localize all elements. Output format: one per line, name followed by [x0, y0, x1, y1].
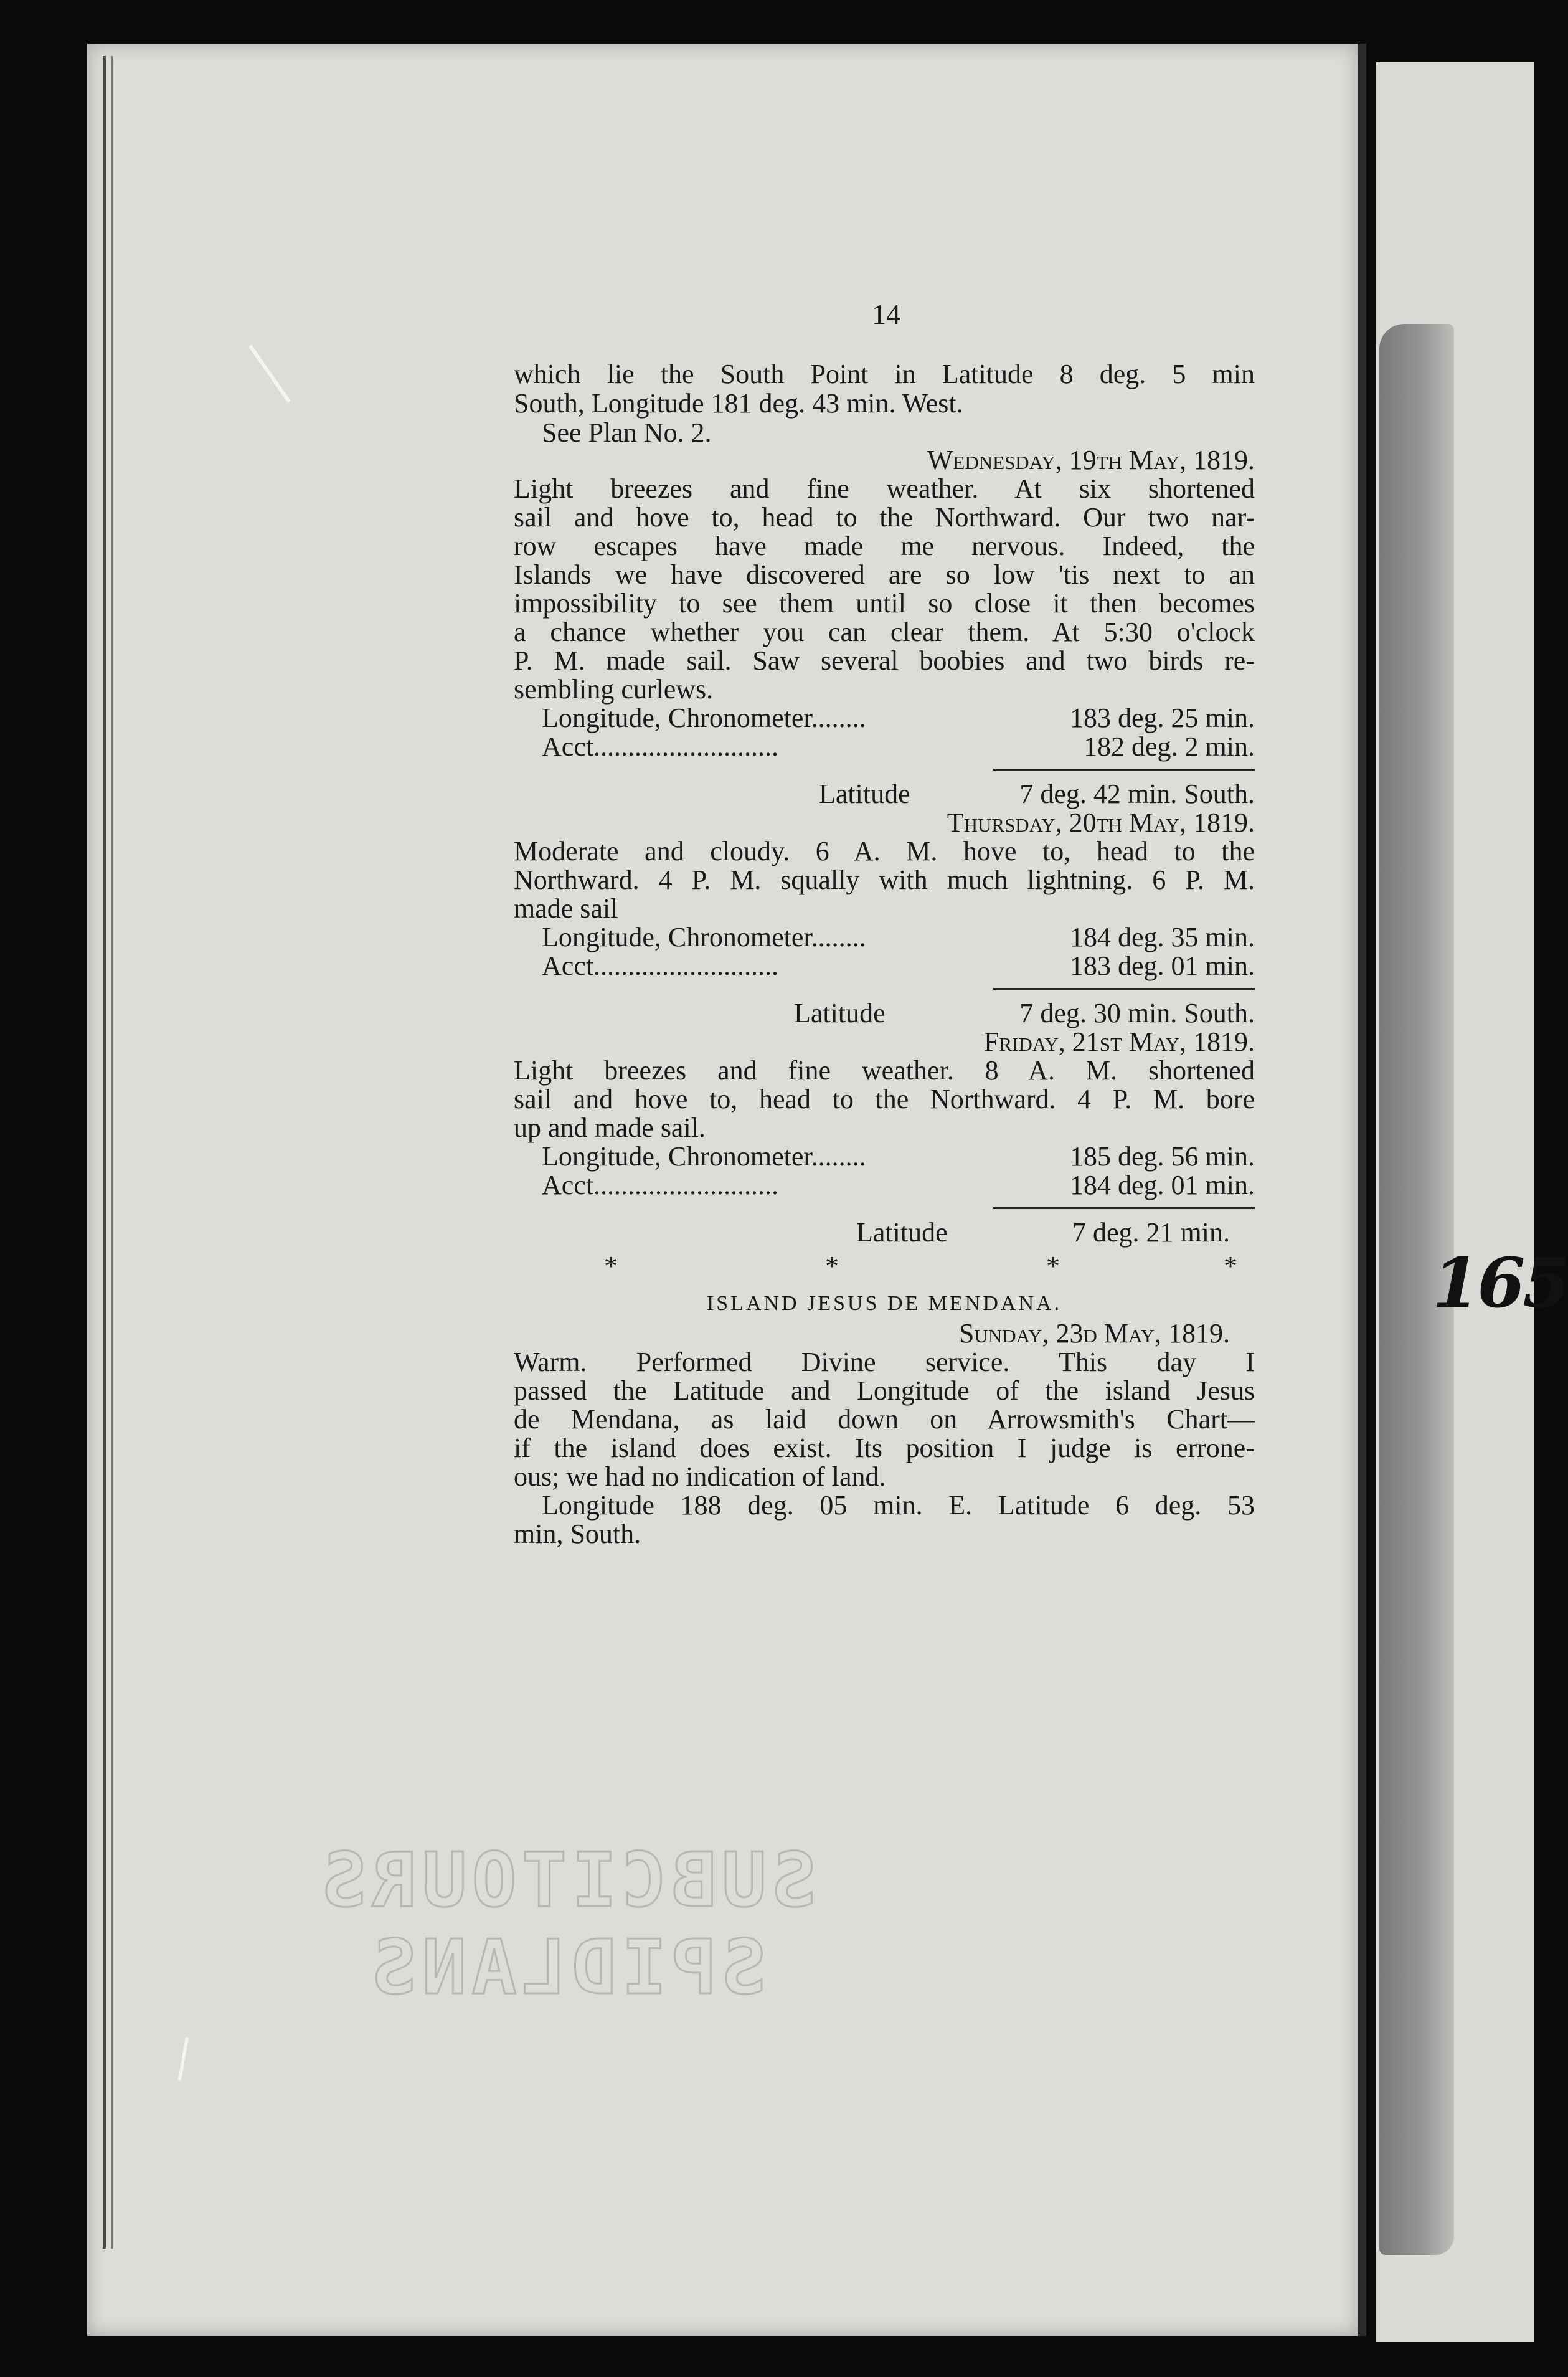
text-line: a chance whether you can clear them. At 5:30 o'clock — [514, 617, 1255, 647]
text-line: which lie the South Point in Latitude 8 deg. 5 min — [514, 359, 1255, 389]
perforated-stamp — [293, 1838, 841, 2024]
acct-value: 183 deg. 01 min. — [1070, 951, 1255, 981]
chronometer-value: 185 deg. 56 min. — [1070, 1141, 1255, 1172]
text-line: min, South. — [514, 1519, 641, 1549]
text-line: sail and hove to, head to the Northward. 4 P. M. bore — [514, 1084, 1255, 1114]
chronometer-row — [542, 1142, 1255, 1171]
acct-row — [542, 733, 1255, 761]
entry-date: Friday, 21st May, 1819. — [983, 1027, 1255, 1057]
acct-value: 184 deg. 01 min. — [1070, 1170, 1255, 1200]
stamp-line-2: SPIDLANS — [367, 1925, 767, 2011]
acct-value: 182 deg. 2 min. — [1084, 731, 1255, 762]
acct-row — [542, 952, 1255, 980]
binding-line — [103, 56, 106, 2249]
latitude-label: Latitude — [819, 779, 910, 809]
text-line: Light breezes and fine weather. 8 A. M. shortened — [514, 1055, 1255, 1086]
separator-star: * — [825, 1251, 839, 1281]
chronometer-value: 183 deg. 25 min. — [1070, 703, 1255, 733]
chronometer-label: Longitude, Chronometer........ — [542, 922, 866, 952]
latitude-value: 7 deg. 30 min. South. — [1019, 998, 1255, 1028]
acct-label: Acct........................... — [542, 951, 779, 981]
text-line: Moderate and cloudy. 6 A. M. hove to, head to the — [514, 836, 1255, 866]
sum-rule — [993, 988, 1255, 990]
sum-rule — [993, 769, 1255, 771]
text-line: impossibility to see them until so close it then becomes — [514, 588, 1255, 619]
text-line: sail and hove to, head to the Northward. Our two nar- — [514, 502, 1255, 533]
page-edge — [1358, 44, 1366, 2336]
sum-rule — [993, 1207, 1255, 1209]
acct-label: Acct........................... — [542, 1170, 779, 1200]
acct-label: Acct........................... — [542, 731, 779, 762]
entry-date: Sunday, 23d May, 1819. — [959, 1318, 1230, 1349]
page-number: 14 — [872, 298, 900, 330]
text-line: ous; we had no indication of land. — [514, 1461, 886, 1492]
text-line: Longitude 188 deg. 05 min. E. Latitude 6 deg. 53 — [542, 1490, 1255, 1521]
text-line: See Plan No. 2. — [542, 417, 712, 448]
chronometer-row — [542, 923, 1255, 952]
separator-star: * — [604, 1251, 618, 1281]
stamp-line-1: SUBCITOURS — [316, 1838, 817, 1924]
text-line: de Mendana, as laid down on Arrowsmith's Chart— — [514, 1404, 1255, 1435]
acct-row — [542, 1171, 1255, 1200]
text-line: row escapes have made me nervous. Indeed, the — [514, 531, 1255, 561]
section-heading: ISLAND JESUS DE MENDANA. — [706, 1292, 1062, 1315]
text-line: up and made sail. — [514, 1113, 706, 1143]
section-separator — [514, 1252, 1255, 1281]
text-line: Warm. Performed Divine service. This day I — [514, 1347, 1255, 1377]
text-line: Northward. 4 P. M. squally with much lightning. 6 P. M. — [514, 865, 1255, 895]
entry-date: Thursday, 20th May, 1819. — [947, 807, 1255, 838]
text-line: passed the Latitude and Longitude of the island Jesus — [514, 1375, 1255, 1406]
binding-line — [111, 56, 113, 2249]
text-line: South, Longitude 181 deg. 43 min. West. — [514, 388, 963, 419]
text-line: P. M. made sail. Saw several boobies and two birds re- — [514, 645, 1255, 676]
latitude-value: 7 deg. 42 min. South. — [1019, 779, 1255, 809]
chronometer-label: Longitude, Chronometer........ — [542, 703, 866, 733]
chronometer-row — [542, 704, 1255, 733]
text-line: Light breezes and fine weather. At six shortened — [514, 473, 1255, 504]
adjacent-page-handwritten-number: 165 — [1432, 1243, 1568, 1323]
latitude-value: 7 deg. 21 min. — [1072, 1217, 1230, 1248]
text-line: made sail — [514, 893, 618, 924]
latitude-label: Latitude — [794, 998, 886, 1028]
latitude-label: Latitude — [856, 1217, 948, 1248]
text-line: Islands we have discovered are so low 'tis next to an — [514, 559, 1255, 590]
chronometer-value: 184 deg. 35 min. — [1070, 922, 1255, 952]
text-line: sembling curlews. — [514, 674, 714, 705]
separator-star: * — [1224, 1251, 1237, 1281]
entry-date: Wednesday, 19th May, 1819. — [927, 445, 1255, 475]
text-line: if the island does exist. Its position I judge is errone- — [514, 1433, 1255, 1463]
separator-star: * — [1046, 1251, 1060, 1281]
chronometer-label: Longitude, Chronometer........ — [542, 1141, 866, 1172]
